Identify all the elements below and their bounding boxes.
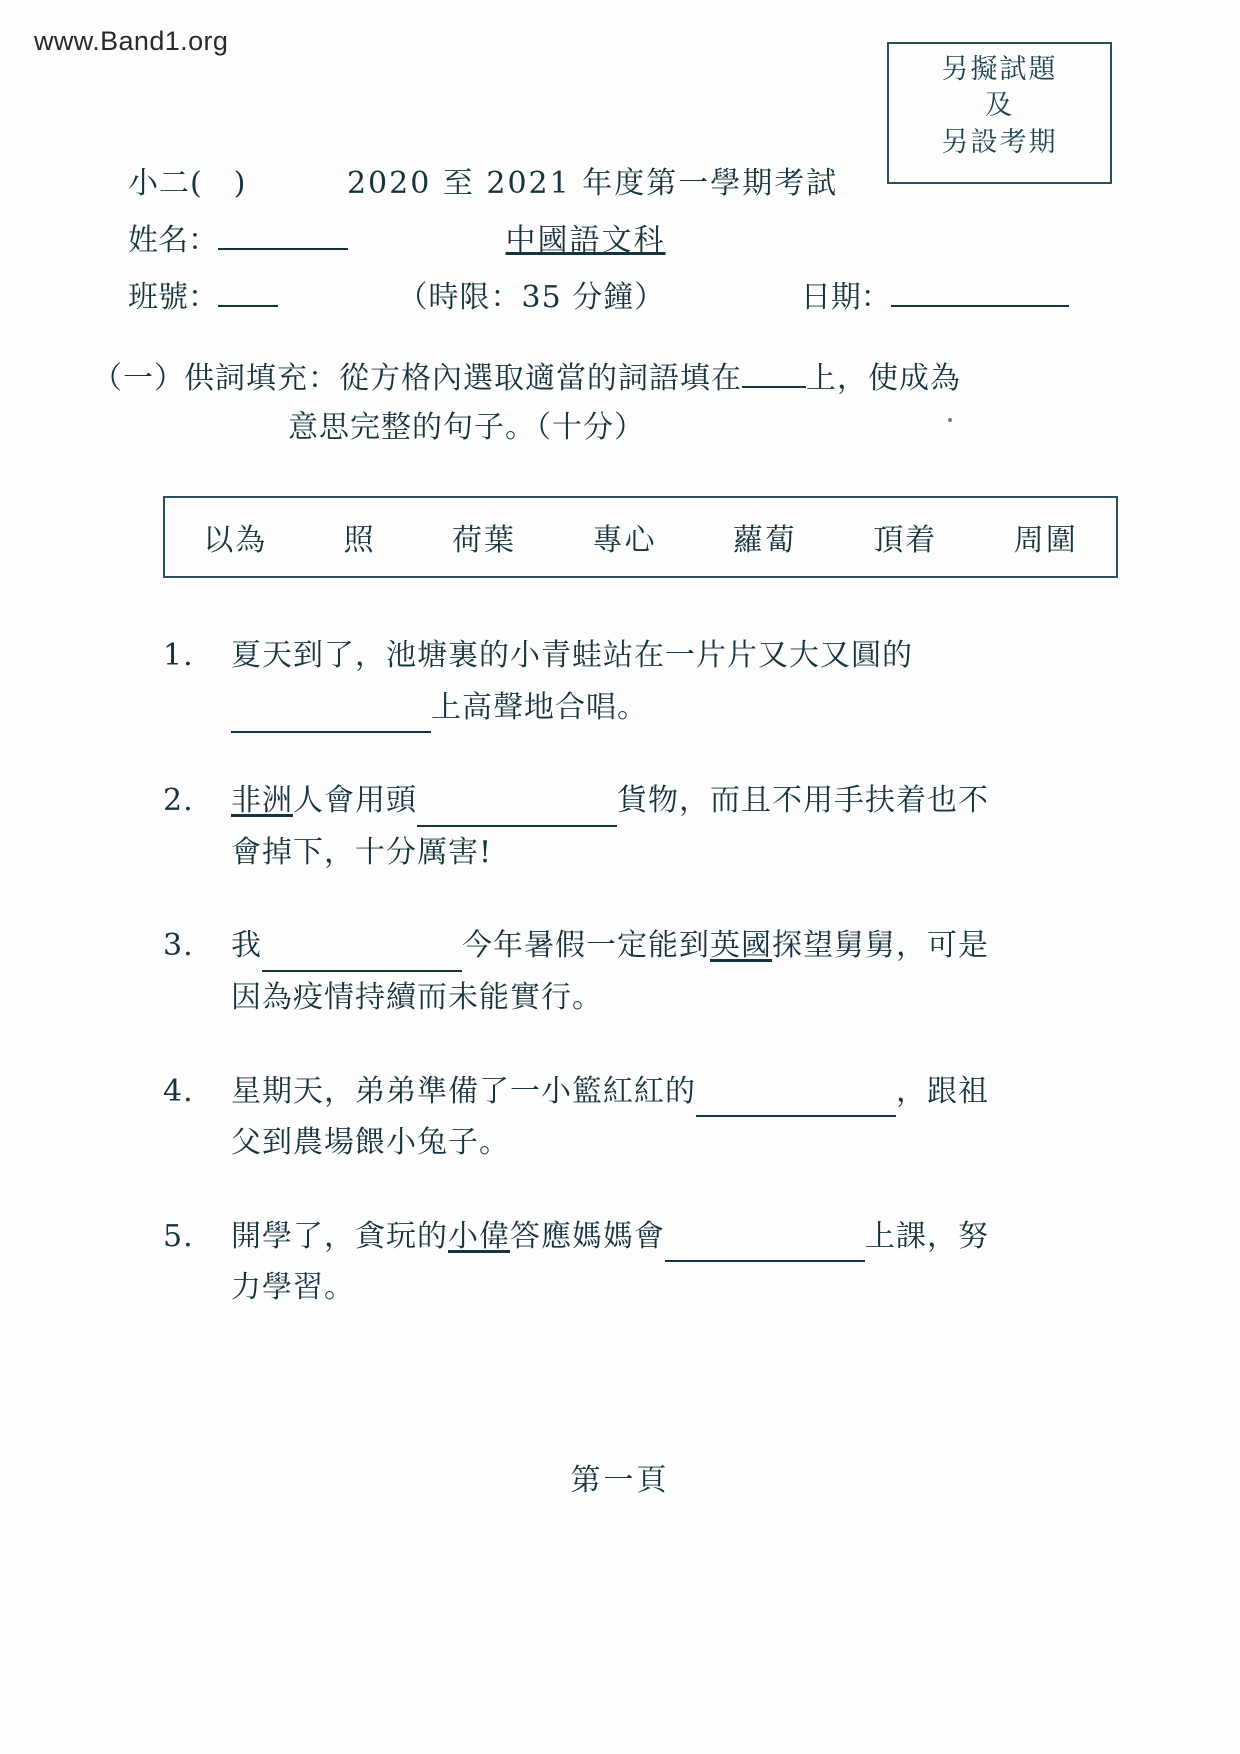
underlined-term: 小偉 [448, 1218, 510, 1254]
question-number: 3. [163, 928, 194, 964]
page-footer: 第一頁 [570, 1463, 670, 1498]
word-bank-item: 荷葉 [452, 523, 517, 558]
question-number: 5. [163, 1218, 194, 1254]
question-item [163, 1211, 1163, 1314]
question-text [231, 775, 1163, 878]
question-text-fragment: 我 [231, 928, 262, 964]
question-text-fragment: 上課，努 [865, 1218, 989, 1254]
answer-blank[interactable] [417, 795, 617, 827]
question-text-fragment: 因為疫情持續而未能實行。 [231, 979, 603, 1015]
header-row-name-subject [128, 215, 666, 259]
answer-blank[interactable] [665, 1230, 865, 1262]
question-text-fragment: 開學了，貪玩的 [231, 1218, 448, 1254]
question-number: 1. [163, 638, 194, 673]
question-text [231, 630, 1163, 733]
question-text-fragment: 會掉下，十分厲害! [231, 834, 493, 870]
stamp-line-3: 另設考期 [941, 126, 1058, 158]
question-number: 4. [163, 1073, 194, 1109]
question-text-fragment: 貨物，而且不用手扶着也不 [617, 783, 989, 819]
word-bank-item: 頂着 [873, 523, 938, 558]
question-item [163, 1066, 1163, 1169]
answer-blank[interactable] [262, 940, 462, 972]
watermark-text: www.Band1.org [34, 26, 229, 56]
word-bank-item: 蘿蔔 [732, 523, 797, 558]
answer-blank[interactable] [696, 1085, 896, 1117]
stamp-line-2: 及 [985, 90, 1014, 122]
question-item [163, 920, 1163, 1023]
word-bank-item: 照 [343, 523, 376, 558]
name-label: 姓名： [128, 223, 218, 258]
header-row-classno-time-date [128, 272, 1069, 316]
section-instruction-line-1: 供詞填充：從方格內選取適當的詞語填在 [184, 361, 742, 396]
question-text-fragment: ，跟祖 [896, 1073, 989, 1109]
word-bank-item: 周圍 [1013, 523, 1078, 558]
question-list [163, 630, 1163, 1356]
name-input-line[interactable] [218, 248, 348, 250]
date-input-line[interactable] [891, 305, 1069, 307]
question-text-fragment: 答應媽媽會 [510, 1218, 665, 1254]
section-number: （一） [92, 361, 185, 396]
time-limit-text: （時限：35 分鐘） [397, 280, 666, 315]
question-text [231, 1066, 1163, 1169]
instruction-blank-line [742, 386, 806, 388]
question-text-fragment: 力學習。 [231, 1270, 355, 1306]
underlined-term: 非洲 [231, 783, 293, 819]
question-text [231, 920, 1163, 1023]
word-bank-item: 專心 [592, 523, 657, 558]
question-text-fragment: 星期天，弟弟準備了一小籃紅紅的 [231, 1073, 696, 1109]
stray-dot-mark [948, 418, 952, 422]
class-number-label: 班號： [128, 280, 218, 315]
question-item [163, 630, 1163, 733]
stamp-line-1: 另擬試題 [941, 54, 1058, 85]
grade-label: 小二( ) [128, 166, 247, 201]
question-number: 2. [163, 783, 194, 819]
answer-blank[interactable] [231, 701, 431, 733]
date-label: 日期： [800, 280, 891, 315]
alternate-exam-stamp [887, 42, 1112, 184]
question-text-fragment: 父到農場餵小兔子。 [231, 1125, 510, 1161]
word-bank-box [163, 496, 1118, 578]
question-item [163, 775, 1163, 878]
question-text-fragment: 人會用頭 [293, 783, 417, 819]
question-text-fragment: 夏天到了，池塘裏的小青蛙站在一片片又大又圓的 [231, 638, 913, 673]
subject-title: 中國語文科 [505, 223, 666, 258]
section-instruction-line-1-tail: 上，使成為 [806, 361, 961, 396]
question-text [231, 1211, 1163, 1314]
section-one-instructions [92, 355, 1152, 452]
section-instruction-line-2: 意思完整的句子。（十分） [288, 409, 645, 445]
question-text-fragment: 探望舅舅，可是 [772, 928, 989, 964]
underlined-term: 英國 [710, 928, 772, 964]
header-row-grade-title [128, 158, 838, 202]
question-text-fragment: 上高聲地合唱。 [431, 689, 648, 725]
exam-title: 2020 至 2021 年度第一學期考試 [346, 166, 839, 201]
class-number-input-line[interactable] [218, 305, 278, 307]
question-text-fragment: 今年暑假一定能到 [462, 928, 710, 964]
word-bank-item: 以為 [203, 523, 268, 558]
